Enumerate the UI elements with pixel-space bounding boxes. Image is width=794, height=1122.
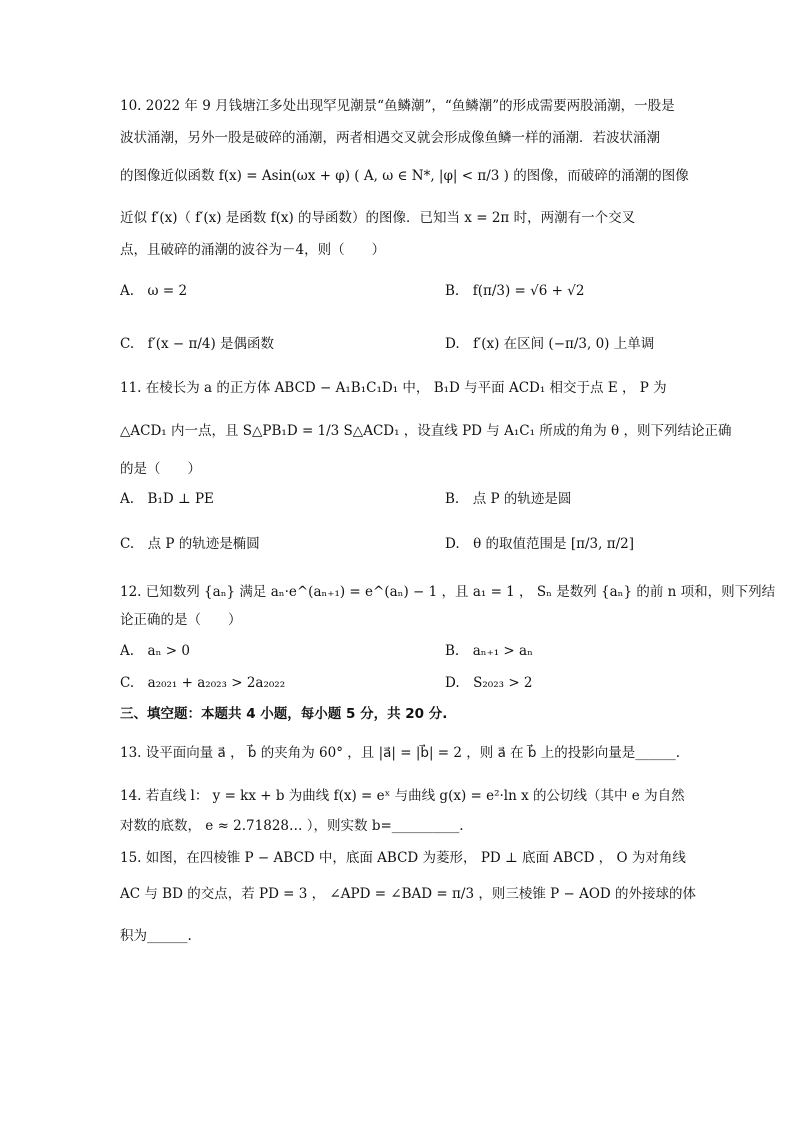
q10-line5: 点，且破碎的涌潮的波谷为－4，则（ ） bbox=[120, 242, 386, 258]
q10-option-b: B. f(π/3) = √6 + √2 bbox=[445, 283, 585, 299]
q12-option-d: D. S₂₀₂₃ > 2 bbox=[445, 675, 533, 691]
q13-line: 13. 设平面向量 a⃗ ， b⃗ 的夹角为 60° ，且 |a⃗| = |b⃗| = 2 ，则 a⃗ 在 b⃗ 上的投影向量是______. bbox=[120, 745, 681, 761]
q12-line1: 12. 已知数列 {aₙ} 满足 aₙ·e^(aₙ₊₁) = e^(aₙ) − 1 ，且 a₁ = 1 ， Sₙ 是数列 {aₙ} 的前 n 项和，则下列结 bbox=[120, 584, 776, 600]
q15-line3: 积为______. bbox=[120, 928, 192, 944]
section-heading: 三、填空题：本题共 4 小题，每小题 5 分，共 20 分. bbox=[120, 706, 448, 722]
q14-line1: 14. 若直线 l： y = kx + b 为曲线 f(x) = eˣ 与曲线 g(x) = e²·ln x 的公切线（其中 e 为自然 bbox=[120, 788, 685, 804]
q11-option-b: B. 点 P 的轨迹是圆 bbox=[445, 491, 572, 507]
q14-line2: 对数的底数， e ≈ 2.71828… ），则实数 b=__________. bbox=[120, 818, 464, 834]
q11-line1: 11. 在棱长为 a 的正方体 ABCD − A₁B₁C₁D₁ 中， B₁D 与平面 ACD₁ 相交于点 E ， P 为 bbox=[120, 380, 667, 396]
q10-line4: 近似 f′(x)（ f′(x) 是函数 f(x) 的导函数）的图像．已知当 x = 2π 时，两潮有一个交叉 bbox=[120, 210, 636, 226]
q11-line3: 的是（ ） bbox=[120, 461, 201, 477]
q12-line2: 论正确的是（ ） bbox=[120, 612, 242, 628]
q15-line2: AC 与 BD 的交点，若 PD = 3 ， ∠APD = ∠BAD = π/3 ，则三棱锥 P − AOD 的外接球的体 bbox=[120, 886, 697, 902]
q12-option-a: A. aₙ > 0 bbox=[120, 643, 190, 659]
q12-option-c: C. a₂₀₂₁ + a₂₀₂₃ > 2a₂₀₂₂ bbox=[120, 675, 286, 691]
q11-option-d: D. θ 的取值范围是 [π/3, π/2] bbox=[445, 536, 634, 552]
q15-line1: 15. 如图，在四棱锥 P − ABCD 中，底面 ABCD 为菱形， PD ⊥ 底面 ABCD ， O 为对角线 bbox=[120, 850, 686, 866]
q10-line3: 的图像近似函数 f(x) = Asin(ωx + φ) ( A, ω ∈ N*, |φ| < π/3 ) 的图像，而破碎的涌潮的图像 bbox=[120, 168, 689, 184]
q11-option-c: C. 点 P 的轨迹是椭圆 bbox=[120, 536, 260, 552]
q10-option-a: A. ω = 2 bbox=[120, 283, 188, 299]
q10-option-c: C. f′(x − π/4) 是偶函数 bbox=[120, 336, 275, 352]
q10-option-d: D. f′(x) 在区间 (−π/3, 0) 上单调 bbox=[445, 336, 655, 352]
q11-option-a: A. B₁D ⊥ PE bbox=[120, 491, 214, 507]
q12-option-b: B. aₙ₊₁ > aₙ bbox=[445, 643, 533, 659]
q11-line2: △ACD₁ 内一点，且 S△PB₁D = 1/3 S△ACD₁ ，设直线 PD 与 A₁C₁ 所成的角为 θ ，则下列结论正确 bbox=[120, 423, 732, 439]
q10-line2: 波状涌潮，另外一股是破碎的涌潮，两者相遇交叉就会形成像鱼鳞一样的涌潮．若波状涌潮 bbox=[120, 130, 660, 146]
q10-line1: 10. 2022 年 9 月钱塘江多处出现罕见潮景“鱼鳞潮”，“鱼鳞潮”的形成需要两股涌潮，一股是 bbox=[120, 98, 675, 114]
